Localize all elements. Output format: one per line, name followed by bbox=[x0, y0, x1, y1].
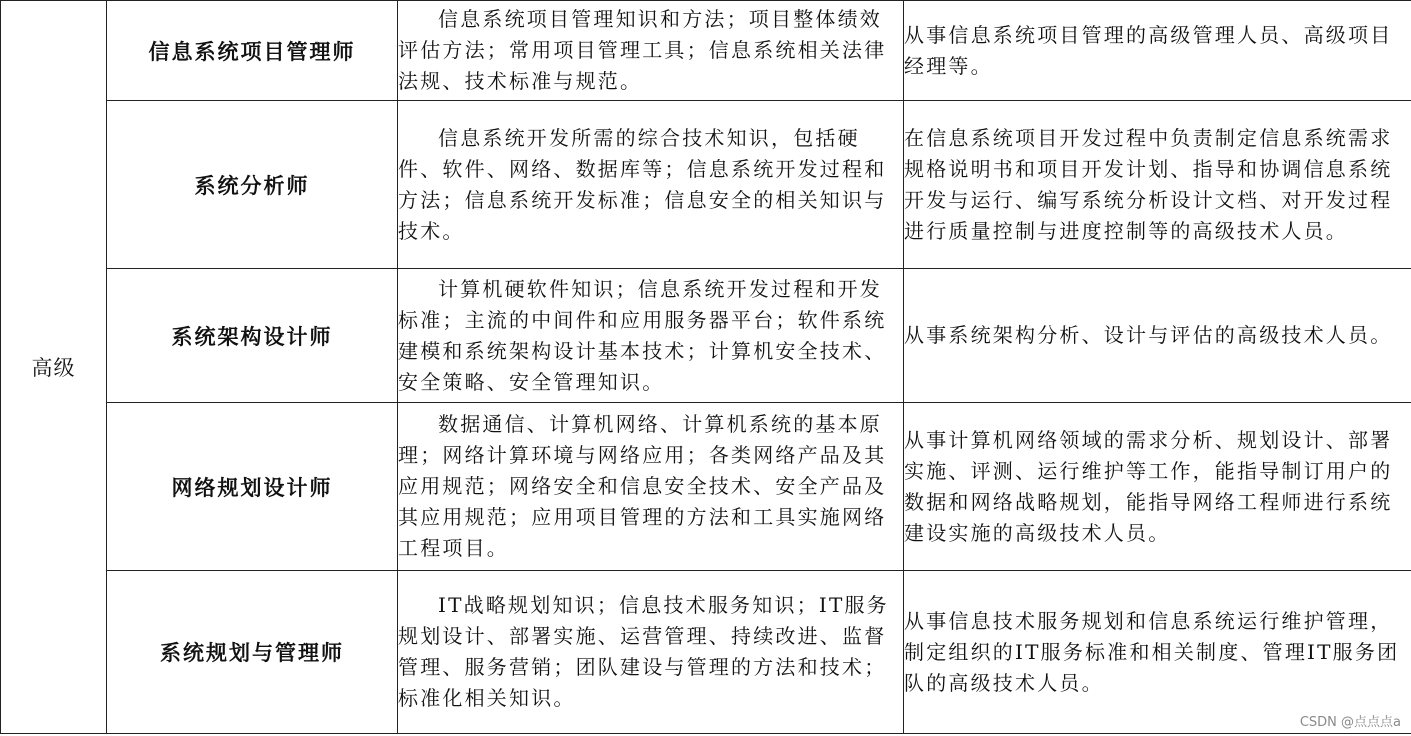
table-row bbox=[1, 403, 1411, 571]
role-description: 从事系统架构分析、设计与评估的高级技术人员。 bbox=[904, 269, 1411, 403]
certification-name: 信息系统项目管理师 bbox=[107, 1, 398, 101]
knowledge-description: 信息系统项目管理知识和方法；项目整体绩效评估方法；常用项目管理工具；信息系统相关法律法规、技术标准与规范。 bbox=[398, 1, 904, 101]
table-row bbox=[1, 1, 1411, 101]
table-row bbox=[1, 269, 1411, 403]
knowledge-description: 数据通信、计算机网络、计算机系统的基本原理；网络计算环境与网络应用；各类网络产品及其应用规范；网络安全和信息安全技术、安全产品及其应用规范；应用项目管理的方法和工具实施网络工程项目。 bbox=[398, 403, 904, 571]
watermark: CSDN @点点点a bbox=[1299, 715, 1401, 730]
level-cell: 高级 bbox=[1, 1, 107, 734]
certification-name: 系统分析师 bbox=[107, 101, 398, 269]
role-description: 从事信息系统项目管理的高级管理人员、高级项目经理等。 bbox=[904, 1, 1411, 101]
table-row bbox=[1, 101, 1411, 269]
certification-name: 系统架构设计师 bbox=[107, 269, 398, 403]
knowledge-description: 信息系统开发所需的综合技术知识，包括硬件、软件、网络、数据库等；信息系统开发过程和方法；信息系统开发标准；信息安全的相关知识与技术。 bbox=[398, 101, 904, 269]
role-description: 从事信息技术服务规划和信息系统运行维护管理，制定组织的IT服务标准和相关制度、管理IT服务团队的高级技术人员。 bbox=[904, 571, 1411, 734]
knowledge-description: 计算机硬软件知识；信息系统开发过程和开发标准；主流的中间件和应用服务器平台；软件系统建模和系统架构设计基本技术；计算机安全技术、安全策略、安全管理知识。 bbox=[398, 269, 904, 403]
role-description: 在信息系统项目开发过程中负责制定信息系统需求规格说明书和项目开发计划、指导和协调信息系统开发与运行、编写系统分析设计文档、对开发过程进行质量控制与进度控制等的高级技术人员。 bbox=[904, 101, 1411, 269]
certification-name: 系统规划与管理师 bbox=[107, 571, 398, 734]
role-description: 从事计算机网络领域的需求分析、规划设计、部署实施、评测、运行维护等工作，能指导制订用户的数据和网络战略规划，能指导网络工程师进行系统建设实施的高级技术人员。 bbox=[904, 403, 1411, 571]
table-row bbox=[1, 571, 1411, 734]
knowledge-description: IT战略规划知识；信息技术服务知识；IT服务规划设计、部署实施、运营管理、持续改进、监督管理、服务营销；团队建设与管理的方法和技术；标准化相关知识。 bbox=[398, 571, 904, 734]
certification-name: 网络规划设计师 bbox=[107, 403, 398, 571]
